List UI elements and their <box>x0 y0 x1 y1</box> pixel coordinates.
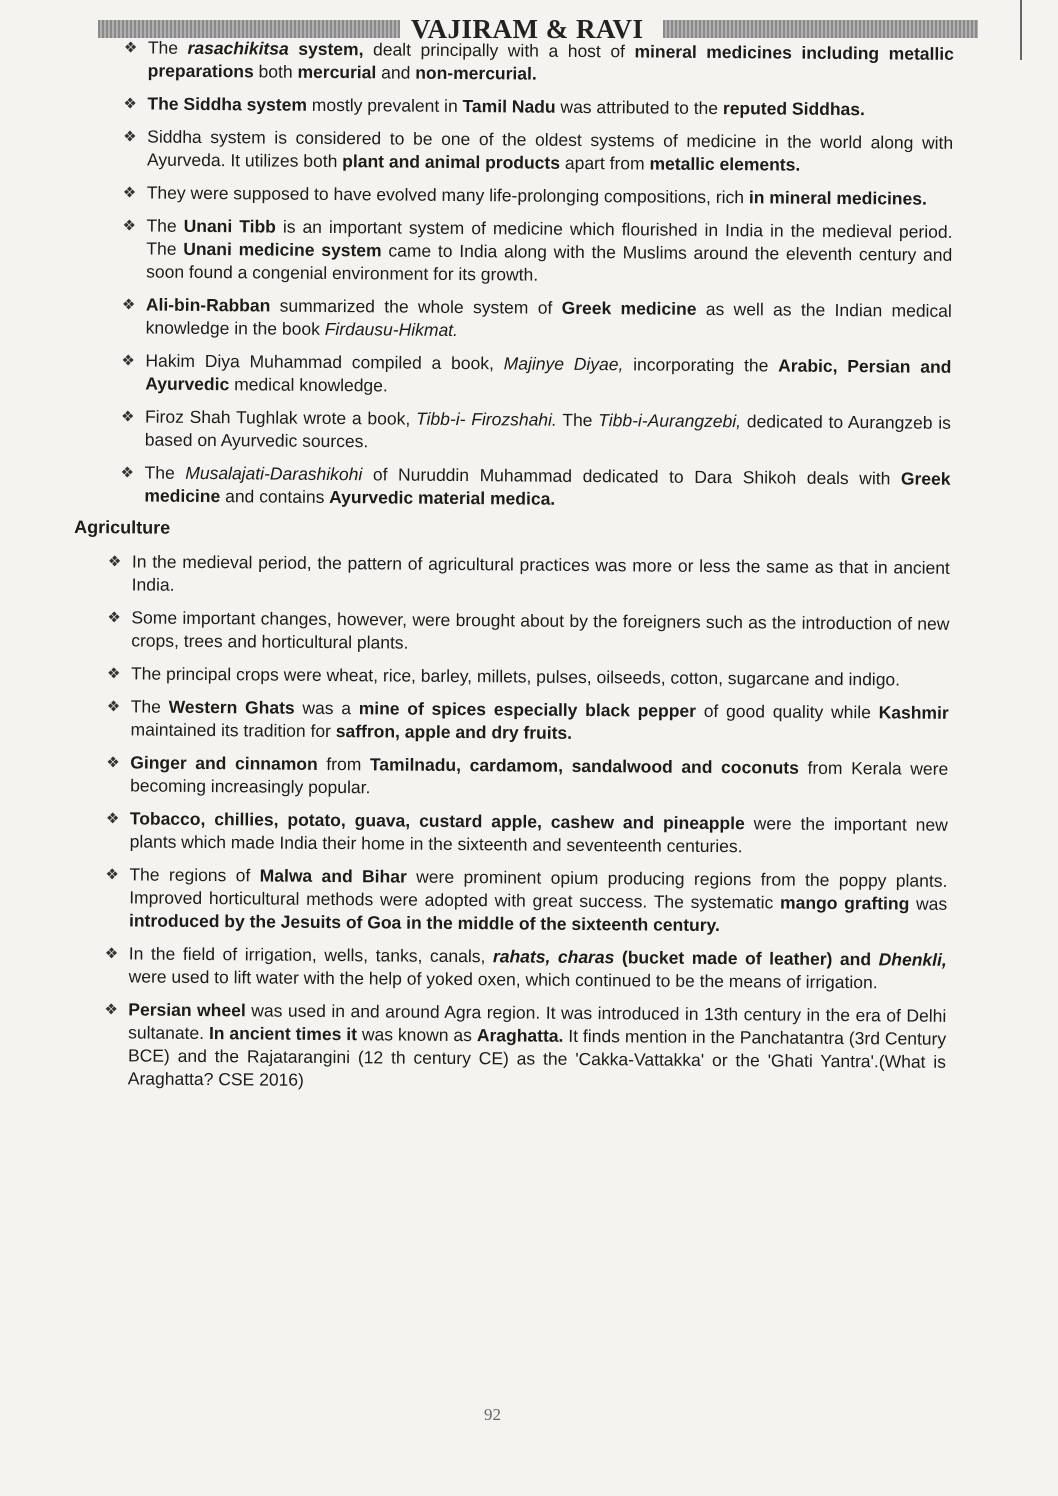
bullet-icon: ❖ <box>122 217 137 235</box>
bullet-text-run: The principal crops were wheat, rice, barley, millets, pulses, oilseeds, cotton, sugarcane and indigo. <box>130 663 901 690</box>
bullet-icon: ❖ <box>106 754 120 772</box>
bullet-text-run: was used in and around Agra region. It was introduced in 13th century in the era of Delhi sultanate. <box>128 1000 947 1044</box>
bullet-item <box>72 751 952 804</box>
bullet-text-run: medical knowledge. <box>229 374 388 396</box>
bullet-icon: ❖ <box>104 945 119 963</box>
bullet-text-run: Hakim Diya Muhammad compiled a book, <box>145 350 504 374</box>
section-heading-agriculture: Agriculture <box>74 516 171 538</box>
bullet-text-run: The <box>144 462 186 483</box>
bullet-text-run: were prominent opium producing regions from the poppy plants. Improved horticultural methods were adopted with great success. The systematic <box>129 866 948 913</box>
bullet-text-run: Tibb-i- Firozshahi. <box>415 408 557 430</box>
bullet-text-run: as well as the Indian medical knowledge in the book <box>145 298 952 339</box>
scan-edge-line <box>1020 0 1022 1496</box>
bullet-text-run: from <box>317 753 371 775</box>
bullet-text-run: Tobacco, chillies, potato, guava, custard apple, cashew and pineapple <box>129 808 745 834</box>
bullet-text-run: Unani medicine system <box>183 238 382 261</box>
bullet-text-run: maintained its tradition for <box>130 719 336 742</box>
bullet-item <box>78 36 958 89</box>
bullet-text-run: in mineral medicines. <box>748 187 927 209</box>
bullet-text-run: mine of spices especially black pepper <box>358 698 697 721</box>
bullet-icon: ❖ <box>121 352 135 370</box>
bullet-text-run: was attributed to the <box>555 96 724 119</box>
bullet-text-run: both <box>253 61 298 82</box>
bullet-text-run: mercurial <box>297 61 377 83</box>
bullet-text-run: came to India along with the Muslims around the eleventh century and soon found a congenial environment for its growth. <box>146 240 953 285</box>
header-decorative-bar-right <box>663 20 978 38</box>
bullet-text-run: mostly prevalent in <box>306 94 463 117</box>
bullet-item <box>73 662 953 692</box>
bullet-text-run: introduced by the Jesuits of Goa in the middle of the sixteenth century. <box>128 910 720 936</box>
bullet-text-run: The <box>146 215 184 236</box>
bullet-item <box>77 125 957 178</box>
bullet-icon: ❖ <box>104 1001 118 1019</box>
bullet-text-run: incorporating the <box>623 354 779 376</box>
bullet-text-run: Araghatta. <box>476 1025 564 1046</box>
bullet-text-run: reputed Siddhas. <box>722 98 865 120</box>
bullet-text-run: Persian wheel <box>128 999 246 1021</box>
bullet-text-run: Majinye Diyae, <box>503 353 624 375</box>
bullet-text-run: The regions of <box>129 864 260 886</box>
bullet-text-run: plant and animal products <box>342 151 561 173</box>
bullet-item <box>71 863 952 939</box>
bullet-text-run: Tamilnadu, cardamom, sandalwood and coconuts <box>369 754 799 778</box>
bullet-item <box>77 92 957 122</box>
bullet-text-run: Greek medicine <box>561 297 697 319</box>
bullet-text-run: The <box>556 409 599 431</box>
brand-title: VAJIRAM & RAVI <box>411 14 644 44</box>
bullet-text-run: Kashmir <box>878 702 949 723</box>
bullet-icon: ❖ <box>106 698 121 716</box>
bullet-text-run: apart from <box>559 152 650 174</box>
bullet-text-run: rasachikitsa <box>187 37 289 59</box>
bullet-item <box>73 606 953 659</box>
bullet-item <box>72 807 952 860</box>
bullet-text-run: were the important new plants which made India their home in the sixteenth and seventeenth centuries. <box>129 813 948 857</box>
bullet-text-run: dedicated to Aurangzeb is based on Ayurvedic sources. <box>144 411 952 452</box>
bullet-icon: ❖ <box>105 866 119 884</box>
bullet-item <box>74 550 954 603</box>
bullet-text-run: dealt principally with a host of <box>363 39 635 62</box>
header-decorative-bar-left <box>98 20 400 38</box>
bullet-icon: ❖ <box>120 464 135 482</box>
bullet-text-run: The <box>147 37 188 58</box>
bullet-item <box>76 293 956 346</box>
bullet-icon: ❖ <box>107 609 121 627</box>
bullet-text-run: The Siddha system <box>147 93 308 115</box>
bullet-text-run: Dhenkli, <box>878 949 947 970</box>
bullet-text-run: of good quality while <box>695 700 879 723</box>
bullet-text-run: In the medieval period, the pattern of agricultural practices was more or less the same as that in ancient India. <box>131 551 950 595</box>
bullet-text-run: Malwa and Bihar <box>259 865 407 887</box>
bullet-text-run: was <box>909 893 948 914</box>
page-number: 92 <box>484 1405 501 1424</box>
bullet-text-run: rahats, charas <box>492 946 615 968</box>
bullet-item <box>71 942 951 995</box>
bullet-text-run: In the field of irrigation, wells, tanks, canals, <box>128 943 494 967</box>
bullet-text-run: and contains <box>220 486 330 507</box>
bullet-text-run: Firoz Shah Tughlak wrote a book, <box>144 406 417 429</box>
bullet-text-run: of Nuruddin Muhammad dedicated to Dara Shikoh deals with <box>362 464 902 489</box>
bullet-text-run: mineral medicines including metallic preparations <box>147 41 954 82</box>
bullet-item <box>74 461 954 514</box>
bullet-text-run: mango grafting <box>779 892 910 914</box>
bullet-item <box>72 695 952 748</box>
bullet-text-run: They were supposed to have evolved many life-prolonging compositions, rich <box>146 182 749 208</box>
bullet-item <box>75 349 955 402</box>
bullet-text-run: system, <box>288 38 364 60</box>
medicine-bullet-list <box>74 36 958 514</box>
bullet-text-run: It finds mention in the Panchatantra (3rd Century BCE) and the Rajatarangini (12 th century CE) as the 'Cakka-Vattakka' or the 'Ghati Yantra'.(What is Araghatta? CSE 2016) <box>127 1025 947 1090</box>
bullet-text-run: metallic elements. <box>649 153 801 175</box>
bullet-text-run: Siddha system is considered to be one of the oldest systems of medicine in the world along with Ayurveda. It utilizes both <box>146 126 954 172</box>
bullet-text-run: non-mercurial. <box>415 62 537 84</box>
page-content <box>70 36 958 1107</box>
bullet-item <box>75 405 955 458</box>
bullet-text-run: Firdausu-Hikmat. <box>324 318 459 340</box>
bullet-icon: ❖ <box>107 553 122 571</box>
bullet-text-run: Some important changes, however, were brought about by the foreigners such as the introduction of new crops, trees and horticultural plants. <box>131 607 950 653</box>
bullet-item <box>77 181 957 211</box>
bullet-text-run: from Kerala were becoming increasingly popular. <box>130 757 949 798</box>
bullet-text-run: were used to lift water with the help of yoked oxen, which continued to be the means of irrigation. <box>128 966 878 993</box>
bullet-text-run: (bucket made of leather) and <box>614 947 879 970</box>
bullet-text-run: saffron, apple and dry fruits. <box>335 721 573 743</box>
bullet-text-run: Musalajati-Darashikohi <box>185 462 363 485</box>
bullet-text-run: In ancient times it <box>208 1023 358 1045</box>
bullet-icon: ❖ <box>123 128 137 146</box>
bullet-text-run: Western Ghats <box>168 696 295 718</box>
bullet-item <box>76 214 957 290</box>
bullet-icon: ❖ <box>105 810 120 828</box>
bullet-item <box>70 998 951 1097</box>
bullet-text-run: Ayurvedic material medica. <box>329 486 556 509</box>
bullet-text-run: The <box>130 696 169 717</box>
bullet-icon: ❖ <box>123 95 137 113</box>
bullet-text-run: Tibb-i-Aurangzebi, <box>598 410 742 432</box>
bullet-text-run: Greek medicine <box>144 468 951 507</box>
bullet-text-run: and <box>376 62 416 83</box>
bullet-text-run: Ali-bin-Rabban <box>145 294 271 316</box>
bullet-icon: ❖ <box>106 665 121 683</box>
bullet-text-run: summarized the whole system of <box>270 295 562 318</box>
bullet-text-run: was known as <box>356 1024 477 1046</box>
bullet-text-run: Tamil Nadu <box>462 96 556 117</box>
bullet-text-run: is an important system of medicine which flourished in India in the medieval period. The <box>146 216 953 259</box>
bullet-text-run: Arabic, Persian and Ayurvedic <box>145 355 952 395</box>
bullet-icon: ❖ <box>122 184 137 202</box>
bullet-text-run: Unani Tibb <box>183 215 276 237</box>
bullet-icon: ❖ <box>120 408 135 426</box>
bullet-icon: ❖ <box>123 39 138 57</box>
bullet-icon: ❖ <box>121 296 136 314</box>
bullet-text-run: Ginger and cinnamon <box>130 752 318 774</box>
bullet-text-run: was a <box>294 697 359 719</box>
agriculture-bullet-list <box>70 550 954 1097</box>
